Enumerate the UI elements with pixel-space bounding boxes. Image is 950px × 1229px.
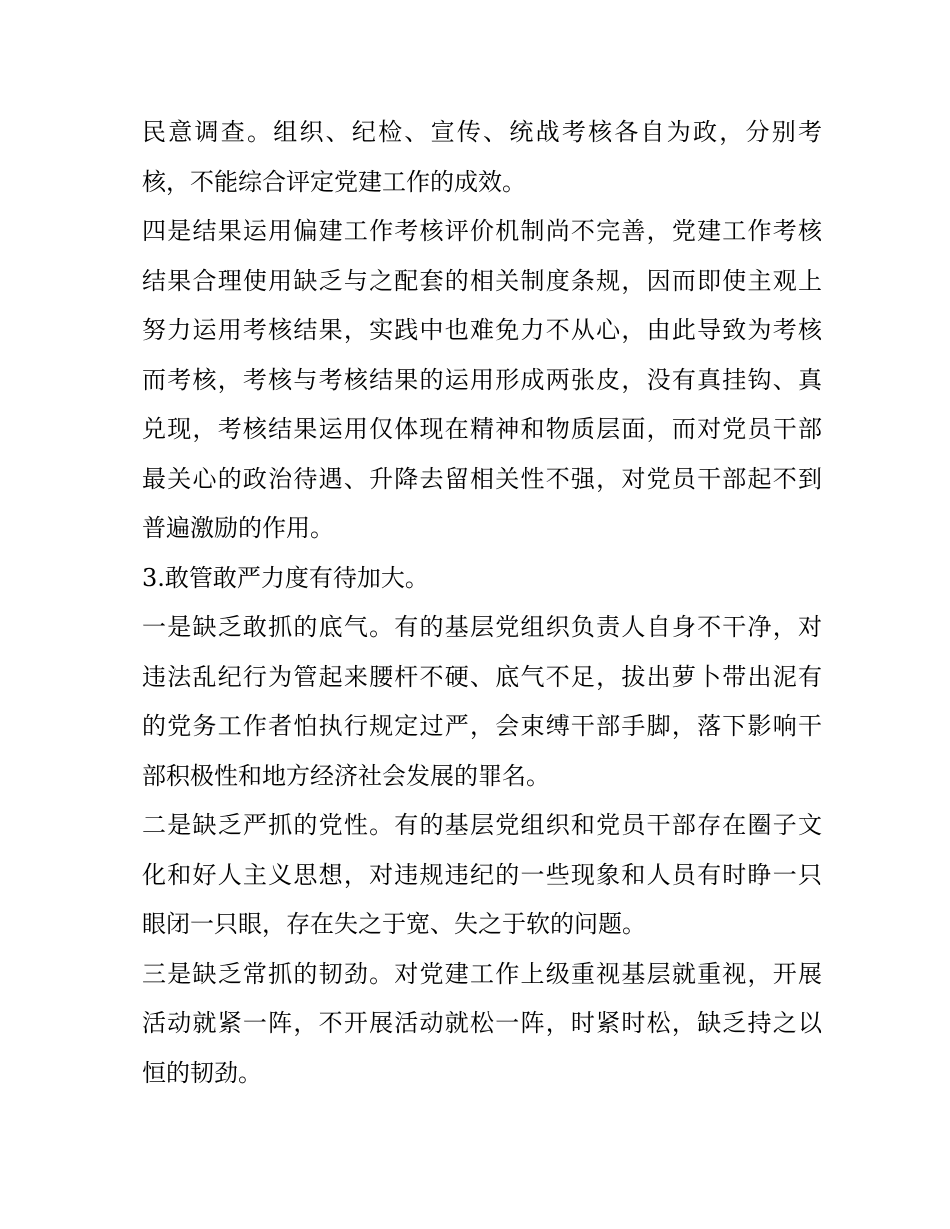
text-line: 四是结果运用偏建工作考核评价机制尚不完善，党建工作考核: [142, 217, 822, 245]
text-line: 最关心的政治待遇、升降去留相关性不强，对党员干部起不到: [142, 464, 822, 493]
text-line: 普遍激励的作用。: [142, 514, 334, 542]
text-line: 一是缺乏敢抓的底气。有的基层党组织负责人自身不干净，对: [142, 613, 822, 641]
text-line: 二是缺乏严抓的党性。有的基层党组织和党员干部存在圈子文: [142, 811, 822, 839]
text-line: 结果合理使用缺乏与之配套的相关制度条规，因而即使主观上: [142, 266, 822, 295]
text-line: 三是缺乏常抓的韧劲。对党建工作上级重视基层就重视，开展: [142, 959, 822, 988]
text-line: 而考核，考核与考核结果的运用形成两张皮，没有真挂钩、真: [142, 365, 822, 394]
text-line: 恒的韧劲。: [142, 1058, 262, 1087]
document-body: [142, 108, 822, 1098]
text-line: 的党务工作者怕执行规定过严，会束缚干部手脚，落下影响干: [142, 712, 822, 740]
text-line: 化和好人主义思想，对违规违纪的一些现象和人员有时睁一只: [142, 860, 822, 889]
text-line: 民意调查。组织、纪检、宣传、统战考核各自为政，分别考: [142, 118, 822, 146]
text-line: 眼闭一只眼，存在失之于宽、失之于软的问题。: [142, 910, 646, 938]
text-line: 违法乱纪行为管起来腰杆不硬、底气不足，拔出萝卜带出泥有: [142, 662, 822, 691]
text-line: 兑现，考核结果运用仅体现在精神和物质层面，而对党员干部: [142, 415, 822, 443]
text-line: 部积极性和地方经济社会发展的罪名。: [142, 761, 550, 790]
text-line: 努力运用考核结果，实践中也难免力不从心，由此导致为考核: [142, 316, 822, 344]
text-line: 活动就紧一阵，不开展活动就松一阵，时紧时松，缺乏持之以: [142, 1009, 822, 1037]
text-line: 核，不能综合评定党建工作的成效。: [142, 167, 526, 196]
section-heading: 3.敢管敢严力度有待加大。: [142, 563, 429, 592]
